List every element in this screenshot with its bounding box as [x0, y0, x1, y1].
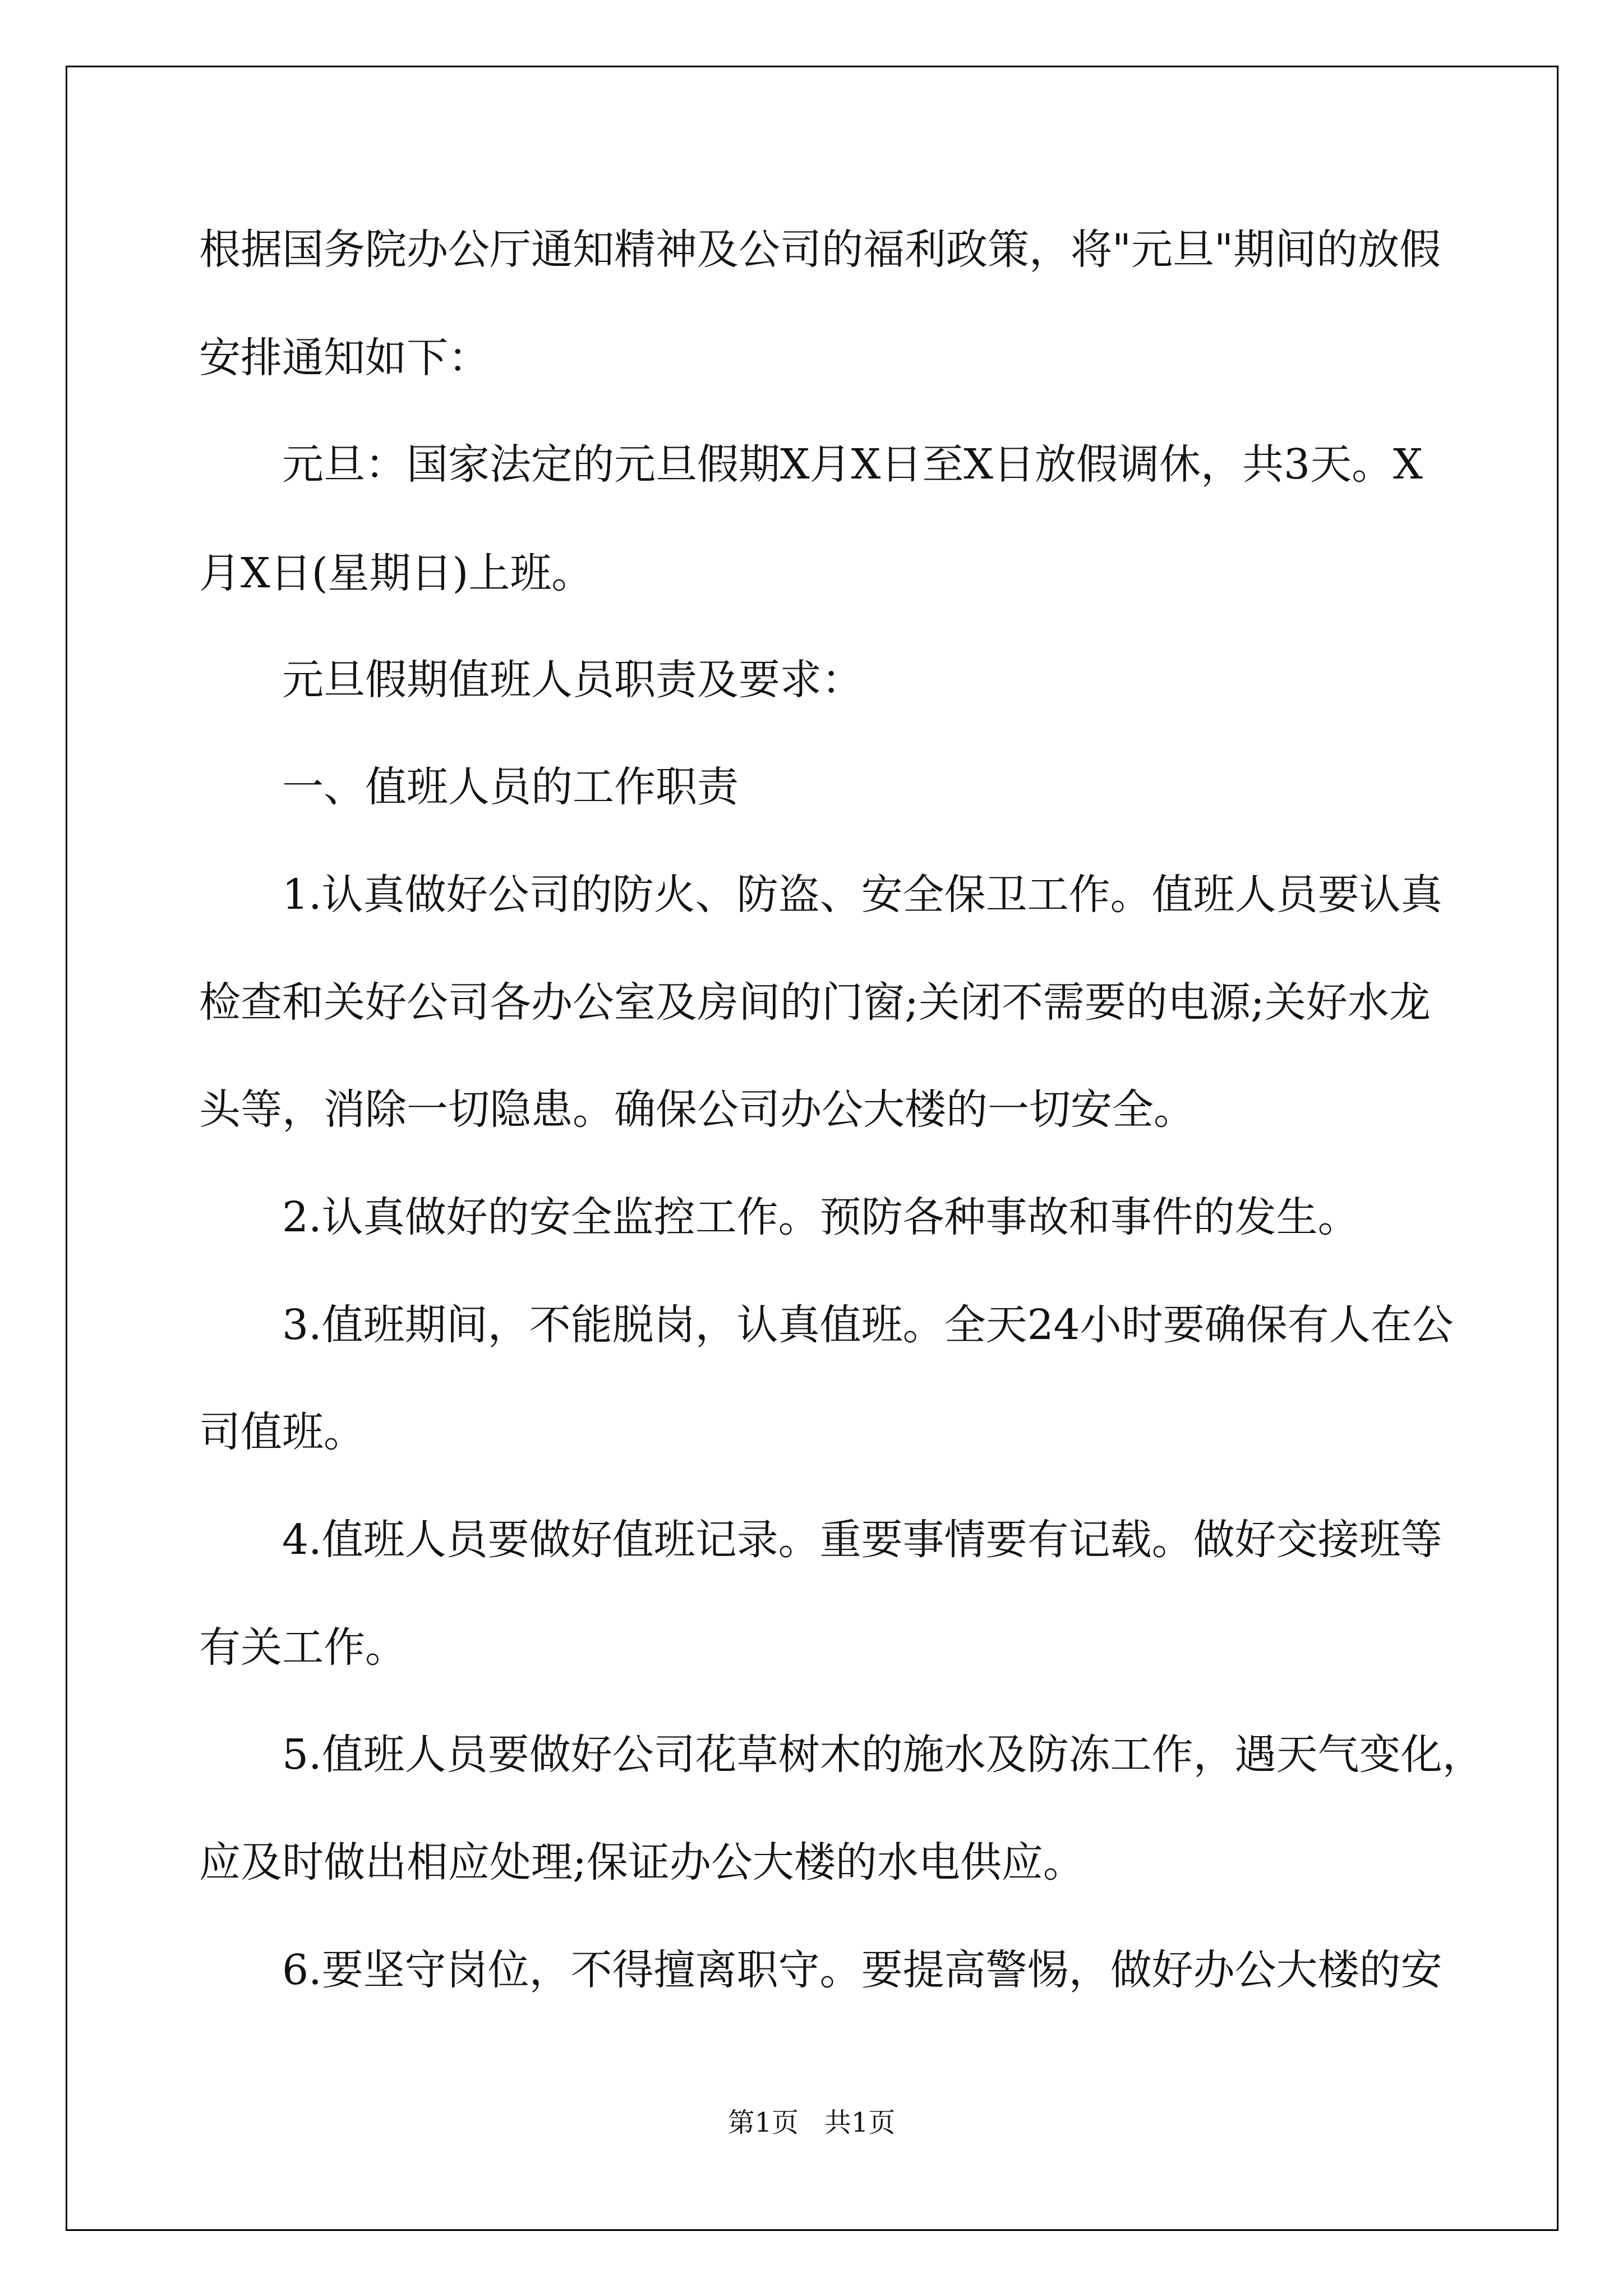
- text-line: 1.认真做好公司的防火、防盗、安全保卫工作。值班人员要认真: [282, 871, 1442, 919]
- text-line: 2.认真做好的安全监控工作。预防各种事故和事件的发生。: [282, 1193, 1359, 1241]
- text-line: 4.值班人员要做好值班记录。重要事情要有记载。做好交接班等: [282, 1516, 1442, 1564]
- text-line: 司值班。: [199, 1408, 365, 1456]
- text-line: 安排通知如下：: [199, 334, 490, 382]
- page-border: [66, 66, 1559, 2231]
- text-line: 应及时做出相应处理;保证办公大楼的水电供应。: [199, 1838, 1085, 1887]
- text-line: 月X日(星期日)上班。: [199, 549, 593, 597]
- text-line: 头等，消除一切隐患。确保公司办公大楼的一切安全。: [199, 1085, 1195, 1134]
- text-line: 6.要坚守岗位，不得擅离职守。要提高警惕，做好办公大楼的安: [282, 1946, 1442, 1994]
- text-line: 检查和关好公司各办公室及房间的门窗;关闭不需要的电源;关好水龙: [199, 978, 1431, 1027]
- text-line: 根据国务院办公厅通知精神及公司的福利政策，将"元旦"期间的放假: [199, 226, 1441, 274]
- text-line: 3.值班期间，不能脱岗，认真值班。全天24小时要确保有人在公: [282, 1301, 1454, 1349]
- text-line: 元旦假期值班人员职责及要求：: [282, 656, 863, 704]
- text-line: 5.值班人员要做好公司花草树木的施水及防冻工作，遇天气变化，: [282, 1731, 1484, 1779]
- text-line: 一、值班人员的工作职责: [282, 763, 739, 811]
- text-line: 元旦：国家法定的元旦假期X月X日至X日放假调休，共3天。X: [282, 440, 1423, 489]
- page-footer: 第1页 共1页: [727, 2107, 896, 2138]
- text-line: 有关工作。: [199, 1623, 407, 1672]
